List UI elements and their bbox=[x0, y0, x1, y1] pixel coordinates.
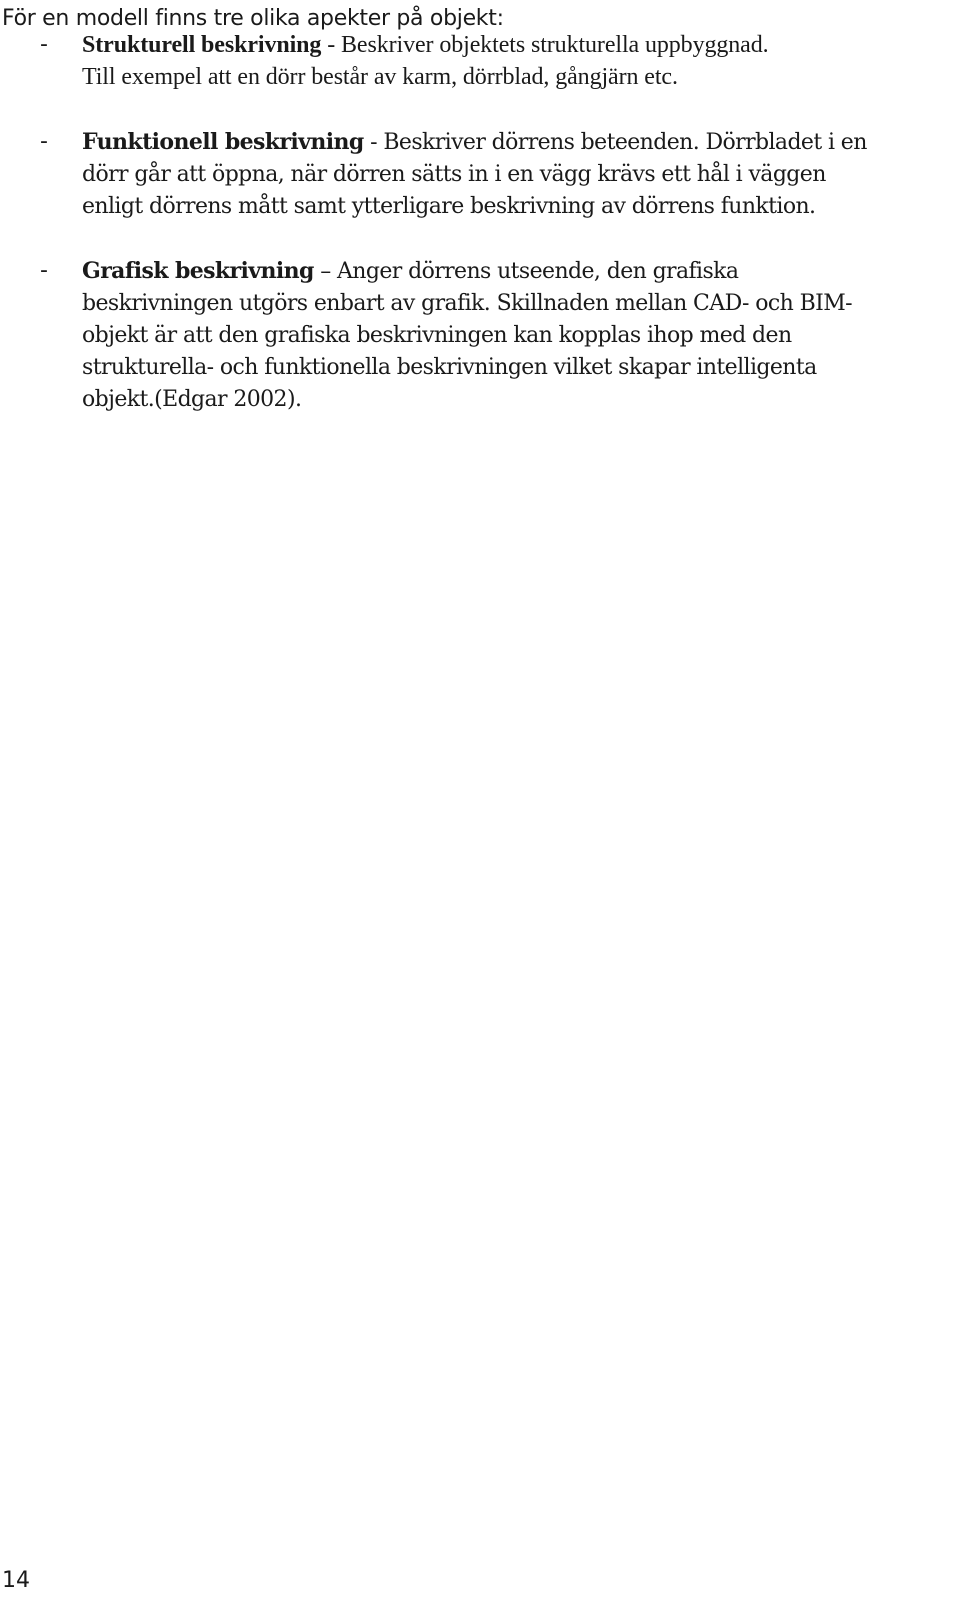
list-bullet: - bbox=[40, 129, 48, 154]
description-line: objekt.(Edgar 2002). bbox=[82, 387, 302, 412]
intro-text: För en modell finns tre olika apekter på objekt: bbox=[2, 6, 504, 31]
description-line: dörr går att öppna, när dörren sätts in i en vägg krävs ett hål i väggen bbox=[82, 162, 826, 187]
list-item-first-line bbox=[82, 29, 952, 61]
page-number: 14 bbox=[2, 1568, 30, 1593]
description-line: strukturella- och funktionella beskrivningen vilket skapar intelligenta bbox=[82, 355, 817, 380]
term-separator: - bbox=[321, 32, 342, 58]
list-item-first-line bbox=[82, 126, 952, 159]
description-line: beskrivningen utgörs enbart av grafik. Skillnaden mellan CAD- och BIM- bbox=[82, 291, 853, 316]
term-graphical: Grafisk beskrivning bbox=[82, 258, 314, 284]
term-functional: Funktionell beskrivning bbox=[82, 129, 364, 155]
list-bullet: - bbox=[40, 32, 48, 57]
term-structural: Strukturell beskrivning bbox=[82, 32, 322, 58]
list-item-text bbox=[82, 29, 952, 93]
description-line: Till exempel att en dörr består av karm, dörrblad, gångjärn etc. bbox=[82, 64, 678, 90]
list-item-text bbox=[82, 126, 952, 223]
description-line: enligt dörrens mått samt ytterligare beskrivning av dörrens funktion. bbox=[82, 194, 816, 219]
description-line: Beskriver dörrens beteenden. Dörrbladet i en bbox=[383, 130, 867, 155]
description-line: Beskriver objektets strukturella uppbyggnad. bbox=[341, 32, 769, 58]
list-item-text bbox=[82, 255, 952, 416]
list-item-first-line bbox=[82, 255, 952, 288]
description-line: Anger dörrens utseende, den grafiska bbox=[337, 259, 739, 284]
list-bullet: - bbox=[40, 258, 48, 283]
term-separator: – bbox=[313, 259, 338, 284]
term-separator: - bbox=[363, 130, 384, 155]
description-line: objekt är att den grafiska beskrivningen kan kopplas ihop med den bbox=[82, 323, 792, 348]
